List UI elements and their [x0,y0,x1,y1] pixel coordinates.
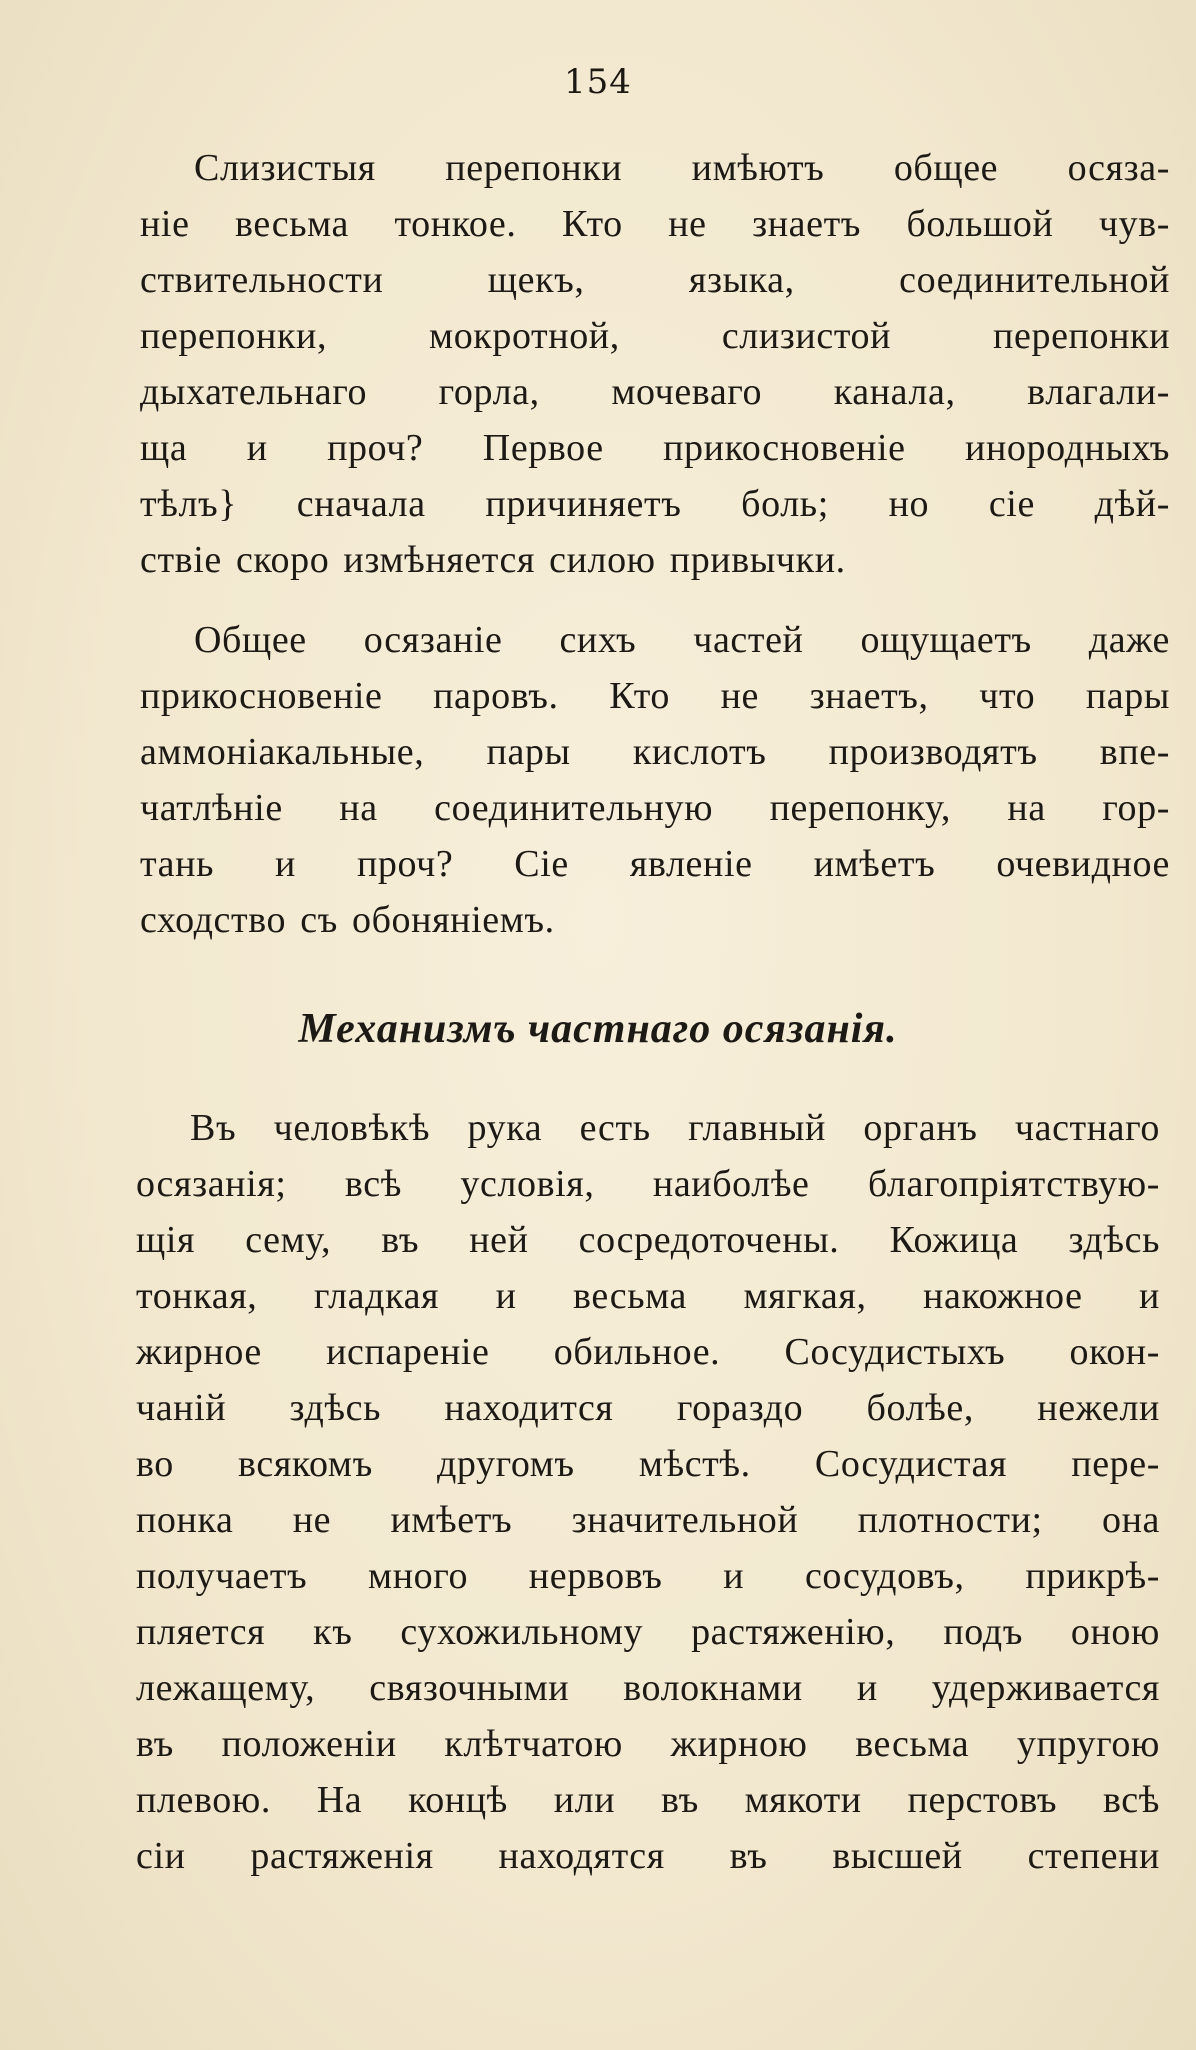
text-line: въ положеніи клѣтчатою жирною весьма упругою [136,1723,1160,1765]
paragraph-1 [140,140,1170,588]
text-line: плевою. На концѣ или въ мякоти перстовъ всѣ [136,1779,1160,1821]
text-line: получаетъ много нервовъ и сосудовъ, прикрѣ- [136,1555,1160,1597]
text-line: чаній здѣсь находится гораздо болѣе, нежели [136,1387,1160,1429]
text-line: ніе весьма тонкое. Кто не знаетъ большой чув- [140,203,1170,245]
text-line: осязанія; всѣ условія, наиболѣе благопріятствую- [136,1163,1160,1205]
paragraph-3 [136,1100,1160,1884]
text-line: дыхательнаго горла, мочеваго канала, влагали- [140,371,1170,413]
paragraph-2 [140,612,1170,948]
text-line: сіи растяженія находятся въ высшей степени [136,1835,1160,1877]
text-line: Въ человѣкѣ рука есть главный органъ частнаго [190,1107,1160,1149]
text-line: лежащему, связочными волокнами и удерживается [136,1667,1160,1709]
text-line: аммоніакальные, пары кислотъ производятъ впе- [140,731,1170,773]
text-line: тѣлъ} сначала причиняетъ боль; но сіе дѣй- [140,483,1170,525]
text-line: щія сему, въ ней сосредоточены. Кожица здѣсь [136,1219,1160,1261]
text-line: ствительности щекъ, языка, соединительной [140,259,1170,301]
text-line: тонкая, гладкая и весьма мягкая, накожное и [136,1275,1160,1317]
text-line: тань и проч? Сіе явленіе имѣетъ очевидное [140,843,1170,885]
text-line: понка не имѣетъ значительной плотности; она [136,1499,1160,1541]
text-line: ща и проч? Первое прикосновеніе инородныхъ [140,427,1170,469]
text-line: сходство съ обоняніемъ. [140,899,555,941]
section-heading: Механизмъ частнаго осязанія. [298,1006,898,1052]
text-line: прикосновеніе паровъ. Кто не знаетъ, что пары [140,675,1170,717]
text-line: пляется къ сухожильному растяженію, подъ оною [136,1611,1160,1653]
text-line: чатлѣніе на соединительную перепонку, на гор- [140,787,1170,829]
text-line: жирное испареніе обильное. Сосудистыхъ окон- [136,1331,1160,1373]
text-line: Слизистыя перепонки имѣютъ общее осяза- [194,147,1170,189]
text-line: ствіе скоро измѣняется силою привычки. [140,539,846,581]
page-number: 154 [564,62,632,102]
text-line: Общее осязаніе сихъ частей ощущаетъ даже [194,619,1170,661]
text-line: во всякомъ другомъ мѣстѣ. Сосудистая пере- [136,1443,1160,1485]
text-line: перепонки, мокротной, слизистой перепонки [140,315,1170,357]
